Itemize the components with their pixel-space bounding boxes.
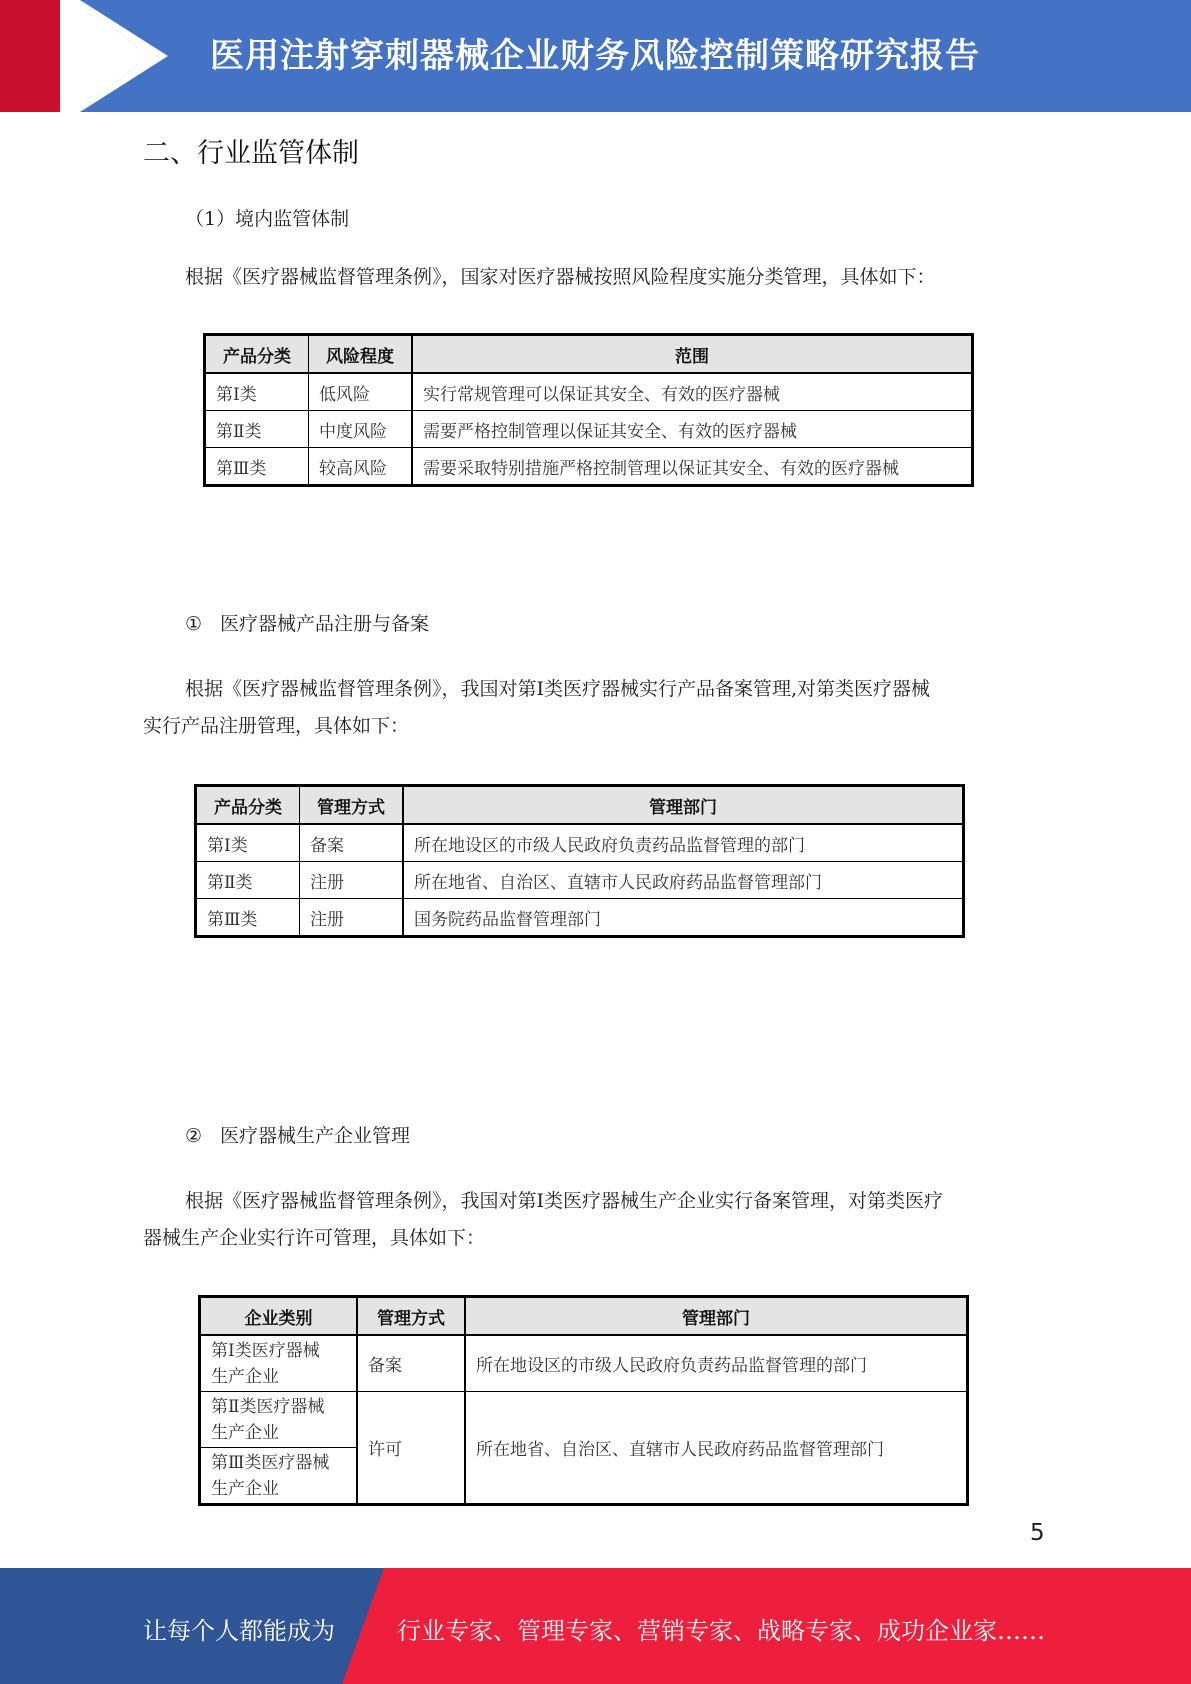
table-cell: 低风险 [309, 373, 413, 411]
table-cell: 所在地设区的市级人民政府负责药品监督管理的部门 [403, 824, 964, 862]
table-cell: 备案 [300, 824, 404, 862]
table-header-cell: 风险程度 [309, 335, 413, 374]
table-cell: 需要采取特别措施严格控制管理以保证其安全、有效的医疗器械 [412, 448, 973, 486]
page-number: 5 [1030, 1520, 1045, 1546]
table-cell: 实行常规管理可以保证其安全、有效的医疗器械 [412, 373, 973, 411]
table-cell-category: 第Ⅱ类医疗器械 生产企业 [200, 1392, 358, 1448]
item-title: 医疗器械产品注册与备案 [220, 613, 430, 635]
table-cell: 第Ⅰ类 [196, 824, 300, 862]
table-row [205, 411, 973, 448]
manufacturer-paragraph-line2: 器械生产企业实行许可管理，具体如下： [143, 1227, 486, 1249]
table-header-cell: 管理部门 [465, 1297, 968, 1336]
subsection-heading: （1）境内监管体制 [185, 208, 350, 230]
footer-slogan-right: 行业专家、管理专家、营销专家、战略专家、成功企业家…… [397, 1617, 1045, 1645]
table-row [196, 862, 964, 899]
item-heading-manufacturer [185, 1121, 410, 1148]
footer-slogan-left: 让每个人都能成为 [143, 1617, 335, 1645]
table-row [200, 1335, 968, 1392]
table-cell-category: 第Ⅲ类医疗器械 生产企业 [200, 1448, 358, 1505]
table-header-cell: 管理部门 [403, 786, 964, 825]
table-cell: 注册 [300, 899, 404, 937]
table-row [196, 899, 964, 937]
table-header-row [200, 1297, 968, 1336]
table-cell: 需要严格控制管理以保证其安全、有效的医疗器械 [412, 411, 973, 448]
table-cell: 第Ⅲ类 [196, 899, 300, 937]
table-cell: 第Ⅲ类 [205, 448, 309, 486]
table-cell: 第Ⅱ类 [205, 411, 309, 448]
table-header-row [205, 335, 973, 374]
item-title: 医疗器械生产企业管理 [220, 1125, 411, 1147]
item-marker: ① [185, 613, 203, 635]
table-cell: 所在地设区的市级人民政府负责药品监督管理的部门 [465, 1335, 968, 1392]
table-cell: 所在地省、自治区、直辖市人民政府药品监督管理部门 [403, 862, 964, 899]
manufacturer-management-table [198, 1295, 969, 1506]
table-cell-merged: 许可 [357, 1392, 465, 1505]
risk-classification-table [203, 333, 974, 487]
table-cell: 注册 [300, 862, 404, 899]
table-header-row [196, 786, 964, 825]
page-footer [0, 1568, 1191, 1684]
table-cell: 国务院药品监督管理部门 [403, 899, 964, 937]
manufacturer-paragraph-line1: 根据《医疗器械监督管理条例》，我国对第Ⅰ类医疗器械生产企业实行备案管理，对第类医疗 [185, 1190, 944, 1212]
registration-paragraph-line1: 根据《医疗器械监督管理条例》，我国对第Ⅰ类医疗器械实行产品备案管理,对第类医疗器械 [185, 678, 931, 700]
report-title: 医用注射穿刺器械企业财务风险控制策略研究报告 [210, 36, 980, 76]
page-header [0, 0, 1191, 112]
intro-paragraph: 根据《医疗器械监督管理条例》，国家对医疗器械按照风险程度实施分类管理，具体如下： [185, 266, 936, 288]
table-header-cell: 产品分类 [196, 786, 300, 825]
table-cell: 中度风险 [309, 411, 413, 448]
table-row [205, 373, 973, 411]
table-header-cell: 管理方式 [357, 1297, 465, 1336]
registration-paragraph-line2: 实行产品注册管理，具体如下： [143, 715, 410, 737]
table-row [200, 1392, 968, 1448]
table-row [196, 824, 964, 862]
table-cell-category: 第Ⅰ类医疗器械 生产企业 [200, 1335, 358, 1392]
table-cell: 备案 [357, 1335, 465, 1392]
table-header-cell: 产品分类 [205, 335, 309, 374]
item-heading-registration [185, 609, 429, 636]
product-registration-table [194, 784, 965, 938]
table-header-cell: 范围 [412, 335, 973, 374]
table-header-cell: 企业类别 [200, 1297, 358, 1336]
table-cell: 第Ⅰ类 [205, 373, 309, 411]
section-title: 二、行业监管体制 [143, 138, 359, 169]
table-cell: 较高风险 [309, 448, 413, 486]
table-cell-merged: 所在地省、自治区、直辖市人民政府药品监督管理部门 [465, 1392, 968, 1505]
table-row [205, 448, 973, 486]
table-cell: 第Ⅱ类 [196, 862, 300, 899]
table-header-cell: 管理方式 [300, 786, 404, 825]
item-marker: ② [185, 1125, 203, 1147]
